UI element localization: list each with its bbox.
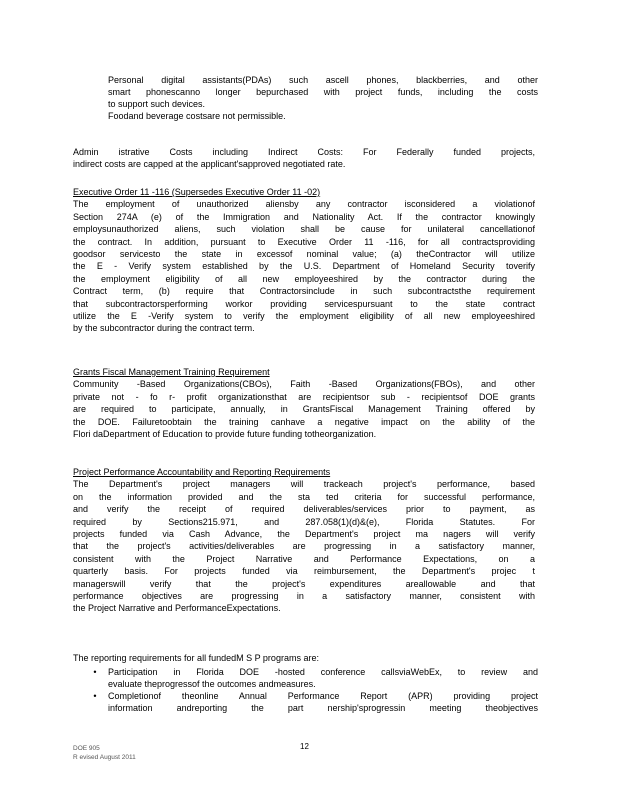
bullet-line: Completionof theonline Annual Performance Report (APR) providing project <box>108 691 538 701</box>
bullet-line: smart phonescanno longer bepurchased with project funds, including the costs <box>108 87 538 97</box>
paragraph-line: projects funded via Cash Advance, the Department's project ma nagers will verify <box>73 529 535 540</box>
paragraph-line: the Project Narrative and PerformanceExpectations. <box>73 603 281 614</box>
top-bullet-list <box>108 74 538 122</box>
bullet-dot-icon: • <box>93 667 97 677</box>
paragraph-line: The Department's project managers will trackeach project's performance, based <box>73 479 535 490</box>
bullet-line: Participation in Florida DOE -hosted conference callsviaWebEx, to review and <box>108 667 538 677</box>
paragraph-line: Section 274A (e) of the Immigration and Nationality Act. If the contractor knowingly <box>73 211 535 222</box>
paragraph-line: indirect costs are capped at the applicant'sapproved negotiated rate. <box>73 159 346 170</box>
section-heading: Executive Order 11 -116 (Supersedes Executive Order 11 -02) <box>73 187 321 197</box>
paragraph-line: the E - Verify system established by the U.S. Department of Homeland Security toverify <box>73 261 535 272</box>
paragraph-line: by the subcontractor during the contract term. <box>73 323 255 334</box>
paragraph-line: private not - fo r- profit organizationsthat are recipientsor sub - recipientsof DOE grants <box>73 391 535 402</box>
paragraph-line: Flori daDepartment of Education to provide future funding totheorganization. <box>73 429 377 440</box>
list-item <box>108 110 538 122</box>
list-item <box>93 666 538 690</box>
footer-doc-info <box>73 744 136 762</box>
paragraph-line: quarterly basis. For projects funded via reimbursement, the Department's projec t <box>73 566 535 577</box>
paragraph-line: and verify the receipt of required deliverables/services prior to payment, as <box>73 504 535 515</box>
paragraph-line: Contract term, (b) require that Contractorsinclude in such subcontractsthe requirement <box>73 286 535 297</box>
list-item <box>108 74 538 110</box>
bullet-line: information andreporting the part nership'sprogressin meeting theobjectives <box>108 703 538 713</box>
section-heading: Grants Fiscal Management Training Requirement <box>73 367 270 377</box>
paragraph-line: that the project's activities/deliverables are progressing in a satisfactory manner, <box>73 541 535 552</box>
bullet-line: evaluate theprogressof the outcomes andmeasures. <box>108 679 316 689</box>
paragraph-line: managerswill verify that the project's expenditures areallowable and that <box>73 578 535 589</box>
page-number: 12 <box>300 742 309 751</box>
paragraph-line: goodsor servicesto the state in excessof nominal value; (a) theContractor will utilize <box>73 249 535 260</box>
paragraph-line: employsunauthorized aliens, such violation shall be cause for unilateral cancellationof <box>73 224 535 235</box>
reporting-bullet-list <box>93 666 538 714</box>
paragraph-line: The reporting requirements for all fundedM S P programs are: <box>73 653 319 663</box>
performance-accountability-section <box>73 466 535 615</box>
paragraph-line: that subcontractorsperforming workor providing servicespursuant to the state contract <box>73 298 535 309</box>
section-heading: Project Performance Accountability and Reporting Requirements <box>73 467 331 477</box>
reporting-intro <box>73 652 535 664</box>
paragraph-line: the contract. In addition, pursuant to Executive Order 11 -116, for all contractsproviding <box>73 236 535 247</box>
paragraph-line: on the information provided and the sta ted criteria for successful performance, <box>73 491 535 502</box>
footer-doc-id: DOE 905 <box>73 745 100 752</box>
bullet-line: to support such devices. <box>108 99 206 109</box>
bullet-dot-icon: • <box>93 691 97 701</box>
bullet-line: Personal digital assistants(PDAs) such ascell phones, blackberries, and other <box>108 75 538 85</box>
paragraph-line: required by Sections215.971, and 287.058(1)(d)&(e), Florida Statutes. For <box>73 516 535 527</box>
paragraph-line: the employment eligibility of all new employeeshired by the contractor during the <box>73 273 535 284</box>
list-item <box>93 690 538 714</box>
admin-costs-paragraph <box>73 146 535 171</box>
bullet-line: Foodand beverage costsare not permissible. <box>108 111 286 121</box>
paragraph-line: performance objectives are progressing in a satisfactory manner, consistent with <box>73 591 535 602</box>
paragraph-line: consistent with the Project Narrative and Performance Expectations, on a <box>73 553 535 564</box>
paragraph-line: The employment of unauthorized aliensby any contractor isconsidered a violationof <box>73 199 535 210</box>
paragraph-line: Community -Based Organizations(CBOs), Faith -Based Organizations(FBOs), and other <box>73 379 535 390</box>
paragraph-line: utilize the E -Verify system to verify the employment eligibility of all new employeeshired <box>73 311 535 322</box>
grants-training-section <box>73 366 535 440</box>
footer-revised-date: R evised August 2011 <box>73 754 136 761</box>
paragraph-line: are required to participate, annually, in GrantsFiscal Management Training offered by <box>73 404 535 415</box>
paragraph-line: the DOE. Failuretoobtain the training canhave a negative impact on the ability of the <box>73 416 535 427</box>
executive-order-section <box>73 186 535 335</box>
paragraph-line: Admin istrative Costs including Indirect Costs: For Federally funded projects, <box>73 147 535 157</box>
